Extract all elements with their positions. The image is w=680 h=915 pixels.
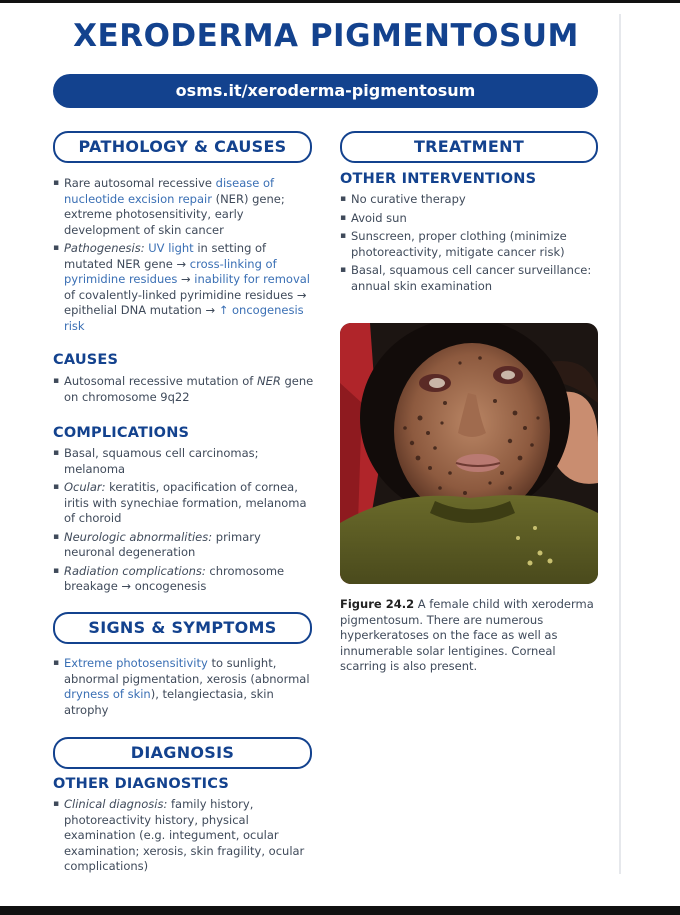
causes-list [53,374,315,408]
list-item: ▪ Extreme photosensitivity to sunlight, abnormal pigmentation, xerosis (abnormal dryness of skin), telangiectasia, skin atrophy [53,656,315,718]
list-item: ▪ Clinical diagnosis: family history, photoreactivity history, physical examination (e.g. integument, ocular examination; xerosis, skin fragility, ocular complications) [53,797,308,875]
list-item: ▪ Basal, squamous cell cancer surveillance: annual skin examination [340,263,602,294]
list-item: ▪ Sunscreen, proper clothing (minimize photoreactivity, mitigate cancer risk) [340,229,602,260]
page-edge-line [619,14,621,874]
link-photosensitivity[interactable]: Extreme photosensitivity [64,656,208,670]
link-oncogenesis-risk[interactable]: ↑ oncogenesis risk [64,303,304,333]
complications-list [53,446,315,598]
list-item: ▪ Avoid sun [340,211,602,227]
pathology-heading: PATHOLOGY & CAUSES [53,131,312,163]
list-item: ▪ Radiation complications: chromosome breakage → oncogenesis [53,564,315,595]
pathology-list [53,176,315,337]
list-item: ▪ No curative therapy [340,192,602,208]
patient-photo [340,323,598,584]
figure-caption: Figure 24.2 A female child with xeroderma pigmentosum. There are numerous hyperkeratoses on the face as well as innumerable solar lentigines. Corneal scarring is also present. [340,597,594,673]
other-interventions-heading: OTHER INTERVENTIONS [340,171,537,187]
list-item: ▪ Autosomal recessive mutation of NER gene on chromosome 9q22 [53,374,315,405]
treatment-heading: TREATMENT [340,131,598,163]
list-item: ▪ Rare autosomal recessive disease of nucleotide excision repair (NER) gene; extreme photosensitivity, early development of skin cancer [53,176,315,238]
link-cross-linking[interactable]: cross-linking of pyrimidine residues [64,256,277,286]
bottom-border [0,906,680,915]
list-item: ▪ Basal, squamous cell carcinomas; melanoma [53,446,315,477]
other-diagnostics-heading: OTHER DIAGNOSTICS [53,776,229,792]
complications-heading: COMPLICATIONS [53,425,190,441]
link-dryness-skin[interactable]: dryness of skin [64,687,151,701]
signs-heading: SIGNS & SYMPTOMS [53,612,312,644]
diagnosis-heading: DIAGNOSIS [53,737,312,769]
list-item: ▪ Neurologic abnormalities: primary neuronal degeneration [53,530,315,561]
top-border [0,0,680,3]
treatment-list [340,192,602,297]
link-ner-disease[interactable]: disease of nucleotide excision repair [64,176,275,206]
list-item: ▪ Pathogenesis: UV light in setting of mutated NER gene → cross-linking of pyrimidine residues → inability for removal of covalently-linked pyrimidine residues → epithelial DNA mutation → ↑ oncogenesis risk [53,241,315,334]
diagnosis-list [53,797,308,878]
causes-heading: CAUSES [53,352,119,368]
list-item: ▪ Ocular: keratitis, opacification of cornea, iritis with synechiae formation, melanoma of choroid [53,480,315,527]
url-banner[interactable]: osms.it/xeroderma-pigmentosum [53,74,598,108]
link-inability-removal[interactable]: inability for removal [194,272,310,286]
page-title: XERODERMA PIGMENTOSUM [73,18,579,54]
signs-list [53,656,315,721]
link-uv-light[interactable]: UV light [148,241,194,255]
